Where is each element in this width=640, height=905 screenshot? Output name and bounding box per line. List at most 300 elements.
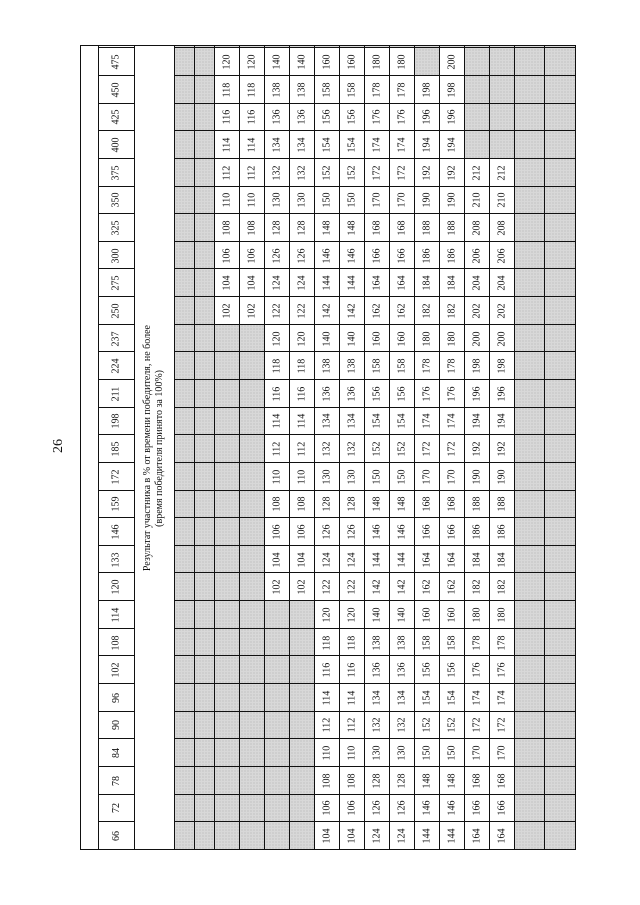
percent-value: 112 [320,718,332,733]
percent-value: 166 [496,800,507,816]
percent-value: 114 [295,414,307,429]
percent-value: 110 [220,192,232,208]
percent-value: 126 [346,524,357,540]
percent-cell [290,158,315,186]
percent-value: 118 [270,358,282,374]
percent-cell [290,490,315,518]
percent-cell [340,158,365,186]
percent-cell [215,48,240,76]
percent-value: 194 [471,413,482,429]
percent-value: 206 [471,248,482,264]
percent-value: 134 [296,137,307,153]
percent-value: 134 [396,690,407,706]
percent-cell [315,518,340,546]
shaded-cell [175,766,195,794]
percent-cell [440,573,465,601]
percent-cell [340,628,365,656]
percent-cell [415,131,440,159]
shaded-cell [545,158,576,186]
percent-cell [440,822,465,850]
points-value: 350 [110,192,122,208]
percent-value: 148 [396,496,407,512]
percent-value: 166 [421,524,432,540]
percent-value: 128 [371,773,382,789]
percent-cell [490,794,515,822]
percent-cell [365,297,390,325]
points-cell [99,131,135,159]
shaded-cell [240,324,265,352]
percent-cell [315,545,340,573]
shaded-cell [545,711,576,739]
percent-value: 176 [446,386,457,402]
percent-value: 166 [446,524,457,540]
percent-value: 198 [496,358,507,374]
percent-value: 152 [396,441,407,457]
percent-cell [240,297,265,325]
percent-cell [465,324,490,352]
percent-cell [315,684,340,712]
points-value: 120 [110,579,122,595]
points-value: 475 [110,54,122,70]
points-value: 78 [110,775,122,786]
shaded-cell [515,214,545,242]
percent-value: 128 [321,496,332,512]
percent-value: 180 [396,54,407,70]
percent-value: 112 [220,165,232,180]
shaded-cell [195,131,215,159]
shaded-cell [515,739,545,767]
shaded-cell [195,490,215,518]
percent-cell [265,379,290,407]
shaded-cell [545,103,576,131]
shaded-cell [290,656,315,684]
percent-value: 132 [321,441,332,457]
percent-cell [390,711,415,739]
percent-cell [315,628,340,656]
shaded-cell [290,766,315,794]
percent-cell [465,739,490,767]
percent-cell [440,601,465,629]
percent-value: 156 [346,109,357,125]
percent-value: 138 [271,82,282,98]
shaded-cell [290,739,315,767]
percent-cell [415,75,440,103]
percent-value: 156 [446,662,457,678]
shaded-cell [545,186,576,214]
percent-cell [465,158,490,186]
percent-value: 104 [221,275,232,291]
percent-cell [240,103,265,131]
percent-cell [315,822,340,850]
percent-cell [340,214,365,242]
percent-value: 138 [371,635,382,651]
shaded-cell [215,518,240,546]
percent-value: 122 [271,303,282,319]
shaded-cell [515,822,545,850]
percent-cell [240,48,265,76]
points-cell [99,241,135,269]
percent-cell [415,462,440,490]
percent-value: 112 [270,441,282,457]
shaded-cell [175,48,195,76]
percent-cell [215,297,240,325]
percent-cell [390,628,415,656]
points-cell [99,48,135,76]
percent-cell [290,435,315,463]
percent-value: 102 [271,579,282,595]
shaded-cell [175,352,195,380]
shaded-cell [545,490,576,518]
shaded-cell [490,131,515,159]
percent-value: 122 [296,303,307,319]
shaded-cell [215,407,240,435]
percent-cell [440,766,465,794]
percent-value: 126 [271,248,282,264]
percent-cell [390,435,415,463]
shaded-cell [195,462,215,490]
percent-cell [440,711,465,739]
header-line-1: Результат участника в % от времени победителя, не более [142,324,153,572]
percent-value: 148 [321,220,332,236]
shaded-cell [175,407,195,435]
percent-value: 116 [245,110,257,125]
percent-cell [415,214,440,242]
shaded-cell [195,158,215,186]
shaded-cell [545,407,576,435]
shaded-cell [195,407,215,435]
percent-value: 118 [295,358,307,374]
shaded-cell [175,656,195,684]
shaded-cell [545,241,576,269]
percent-value: 134 [346,413,357,429]
shaded-cell [265,656,290,684]
percent-value: 154 [421,690,432,706]
percent-cell [240,131,265,159]
percent-cell [340,131,365,159]
percent-value: 152 [421,717,432,733]
shaded-cell [215,711,240,739]
shaded-cell [195,269,215,297]
percent-value: 114 [245,137,257,153]
shaded-cell [195,684,215,712]
percent-value: 146 [421,800,432,816]
percent-cell [315,75,340,103]
percent-cell [390,214,415,242]
percent-cell [315,739,340,767]
percent-cell [440,269,465,297]
percent-value: 142 [321,303,332,319]
percent-cell [365,48,390,76]
percent-value: 190 [496,469,507,485]
percent-value: 146 [346,248,357,264]
percent-cell [390,684,415,712]
percent-value: 120 [221,54,232,70]
percent-value: 168 [446,496,457,512]
percent-value: 108 [271,496,282,512]
percent-cell [390,75,415,103]
percent-cell [265,490,290,518]
percent-value: 162 [421,579,432,595]
shaded-cell [215,490,240,518]
percent-cell [365,352,390,380]
shaded-cell [545,822,576,850]
percent-cell [490,158,515,186]
shaded-cell [195,628,215,656]
percent-cell [290,352,315,380]
shaded-cell [175,103,195,131]
percent-value: 158 [446,635,457,651]
percent-value: 210 [471,192,482,208]
percent-cell [490,407,515,435]
percent-value: 202 [471,303,482,319]
shaded-cell [545,545,576,573]
percent-value: 166 [371,248,382,264]
percent-value: 128 [346,496,357,512]
percent-value: 174 [371,137,382,153]
percent-cell [440,794,465,822]
percent-cell [440,435,465,463]
shaded-cell [175,794,195,822]
shaded-cell [215,739,240,767]
percent-value: 152 [321,165,332,181]
percent-value: 196 [496,386,507,402]
percent-cell [440,656,465,684]
percent-value: 132 [346,441,357,457]
percent-value: 158 [346,82,357,98]
percent-cell [340,241,365,269]
percent-cell [465,628,490,656]
percent-cell [240,214,265,242]
percent-cell [415,407,440,435]
percent-cell [465,656,490,684]
shaded-cell [175,241,195,269]
shaded-cell [175,297,195,325]
shaded-cell [290,601,315,629]
percent-cell [415,297,440,325]
shaded-cell [515,407,545,435]
percent-value: 194 [496,413,507,429]
shaded-cell [215,545,240,573]
shaded-cell [515,628,545,656]
percent-cell [490,490,515,518]
percent-cell [265,48,290,76]
percent-value: 186 [421,248,432,264]
percent-cell [365,573,390,601]
percent-value: 138 [296,82,307,98]
percent-cell [390,490,415,518]
shaded-cell [175,573,195,601]
points-value: 114 [110,607,122,623]
percent-cell [440,352,465,380]
percent-value: 104 [346,828,357,844]
percent-value: 174 [446,413,457,429]
percent-cell [440,131,465,159]
percent-value: 114 [220,137,232,153]
points-cell [99,628,135,656]
percent-value: 124 [346,552,357,568]
percent-value: 104 [246,275,257,291]
percent-value: 196 [446,109,457,125]
percent-value: 118 [320,635,332,650]
percent-value: 206 [496,248,507,264]
percent-value: 110 [245,192,257,208]
shaded-cell [545,684,576,712]
points-cell [99,711,135,739]
percent-cell [265,545,290,573]
percent-value: 122 [321,579,332,595]
shaded-cell [175,435,195,463]
shaded-cell [175,214,195,242]
percent-value: 140 [321,331,332,347]
percent-cell [215,241,240,269]
percent-cell [265,269,290,297]
percent-cell [265,518,290,546]
shaded-cell [175,75,195,103]
percent-value: 146 [321,248,332,264]
percent-value: 186 [471,524,482,540]
percent-value: 132 [271,165,282,181]
points-value: 159 [110,496,122,512]
percent-cell [265,435,290,463]
shaded-cell [215,601,240,629]
percent-value: 114 [345,690,357,706]
percent-cell [465,269,490,297]
percent-value: 168 [471,773,482,789]
percent-cell [265,573,290,601]
percent-cell [415,656,440,684]
percent-cell [440,75,465,103]
percent-value: 160 [371,331,382,347]
percent-value: 102 [246,303,257,319]
result-header-cell [135,46,175,850]
percent-value: 116 [320,662,332,678]
shaded-cell [515,518,545,546]
percent-cell [315,794,340,822]
percent-cell [490,545,515,573]
shaded-cell [195,518,215,546]
percent-value: 140 [346,331,357,347]
percent-cell [340,794,365,822]
percent-value: 106 [221,248,232,264]
percent-value: 192 [446,165,457,181]
percent-cell [390,407,415,435]
percent-value: 180 [446,331,457,347]
shaded-cell [240,794,265,822]
percent-value: 142 [371,579,382,595]
percent-cell [340,407,365,435]
percent-cell [415,684,440,712]
shaded-cell [515,711,545,739]
shaded-cell [215,766,240,794]
percent-cell [440,48,465,76]
shaded-cell [545,131,576,159]
percent-value: 158 [421,635,432,651]
percent-cell [390,573,415,601]
percent-cell [340,766,365,794]
points-value: 211 [110,386,122,402]
percent-value: 204 [471,275,482,291]
percent-cell [340,379,365,407]
percent-value: 128 [271,220,282,236]
points-value: 90 [110,720,122,731]
percent-value: 182 [471,579,482,595]
percent-cell [490,435,515,463]
percent-value: 104 [296,552,307,568]
shaded-cell [545,462,576,490]
percent-cell [415,573,440,601]
percent-value: 156 [421,662,432,678]
shaded-cell [195,214,215,242]
points-cell [99,186,135,214]
points-cell [99,214,135,242]
percent-value: 144 [371,552,382,568]
percent-value: 120 [321,607,332,623]
percent-value: 118 [345,635,357,650]
percent-cell [415,379,440,407]
percent-value: 126 [371,800,382,816]
percent-value: 174 [421,413,432,429]
points-cell [99,462,135,490]
percent-cell [240,186,265,214]
percent-cell [490,766,515,794]
points-value: 72 [110,803,122,814]
shaded-cell [515,103,545,131]
percent-value: 116 [295,386,307,402]
percent-value: 118 [220,82,232,98]
percent-value: 144 [446,828,457,844]
percent-cell [415,241,440,269]
percent-value: 136 [296,109,307,125]
percent-value: 116 [270,386,282,402]
percent-cell [340,739,365,767]
shaded-cell [175,739,195,767]
percent-cell [315,766,340,794]
shaded-cell [195,324,215,352]
percent-cell [290,269,315,297]
percent-cell [315,379,340,407]
points-value: 185 [110,441,122,457]
percent-cell [340,822,365,850]
percent-value: 212 [471,165,482,181]
percent-cell [340,435,365,463]
shaded-cell [215,462,240,490]
shaded-cell [195,739,215,767]
percent-cell [440,297,465,325]
percent-cell [365,435,390,463]
percent-value: 146 [371,524,382,540]
percent-value: 152 [446,717,457,733]
percent-cell [390,518,415,546]
percent-cell [415,352,440,380]
percent-cell [340,103,365,131]
shaded-cell [240,711,265,739]
points-cell [99,490,135,518]
percent-cell [390,601,415,629]
shaded-cell [195,656,215,684]
shaded-cell [240,628,265,656]
shaded-cell [240,739,265,767]
shaded-cell [175,462,195,490]
percent-value: 142 [346,303,357,319]
percent-cell [215,75,240,103]
percent-value: 172 [446,441,457,457]
shaded-cell [195,297,215,325]
percent-cell [440,186,465,214]
percent-value: 180 [496,607,507,623]
percent-value: 116 [220,110,232,125]
percent-cell [340,601,365,629]
percent-cell [490,324,515,352]
